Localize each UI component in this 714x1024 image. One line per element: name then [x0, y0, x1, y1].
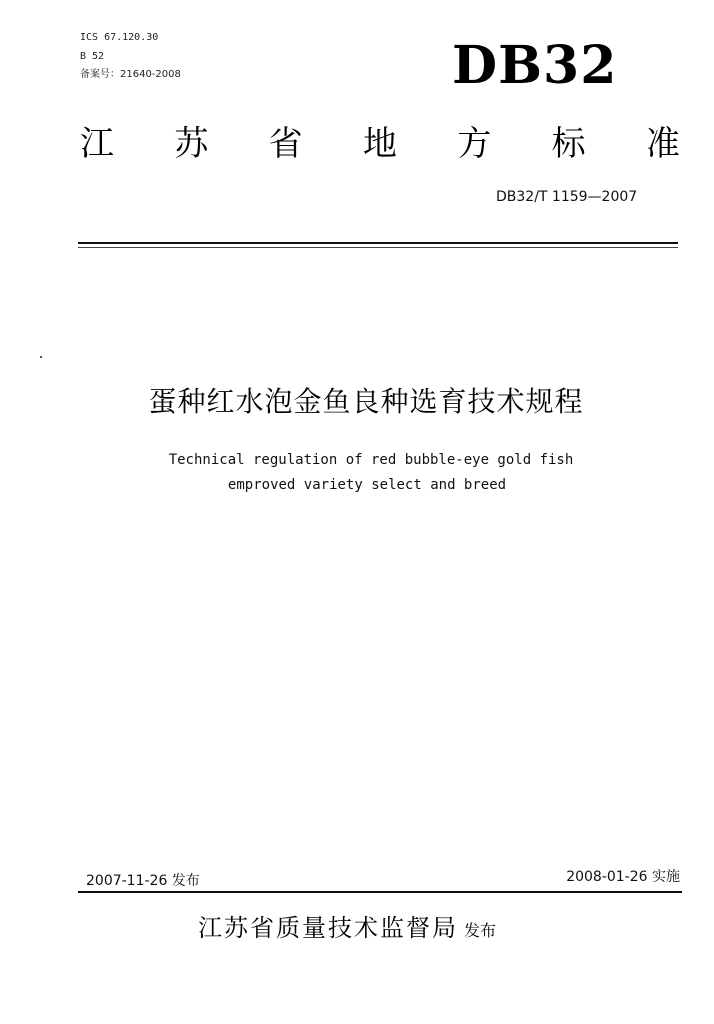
record-number: 备案号：21640-2008	[80, 69, 181, 80]
standard-type-char: 准	[645, 124, 680, 164]
standard-number: DB32/T 1159—2007	[496, 189, 638, 205]
document-title-en-line2: emproved variety select and breed	[227, 477, 507, 493]
footer-divider	[78, 891, 682, 893]
classification-code: B 52	[80, 51, 105, 62]
document-title-en-line1: Technical regulation of red bubble-eye gold fish	[168, 452, 574, 468]
standard-type-char: 标	[551, 124, 586, 164]
header-divider-thin	[78, 247, 678, 248]
document-title-zh: 蛋种红水泡金鱼良种选育技术规程	[148, 385, 584, 418]
db-code-logo: DB32	[452, 35, 618, 96]
issuing-authority-name: 江苏省质量技术监督局	[198, 914, 458, 942]
standard-type-char: 江	[80, 124, 114, 164]
standard-type-heading	[80, 122, 680, 166]
implementation-date: 2008-01-26 实施	[566, 869, 680, 885]
standard-type-char: 苏	[174, 124, 209, 164]
standard-type-char: 地	[362, 124, 397, 164]
standard-type-char: 方	[457, 124, 492, 164]
ics-code: ICS 67.120.30	[80, 32, 159, 43]
issuing-authority-suffix: 发布	[464, 921, 497, 940]
issuing-authority	[198, 912, 496, 947]
standard-type-char: 省	[268, 124, 303, 164]
issue-date: 2007-11-26 发布	[86, 873, 200, 889]
header-divider	[78, 242, 678, 244]
scan-speck	[40, 356, 42, 358]
